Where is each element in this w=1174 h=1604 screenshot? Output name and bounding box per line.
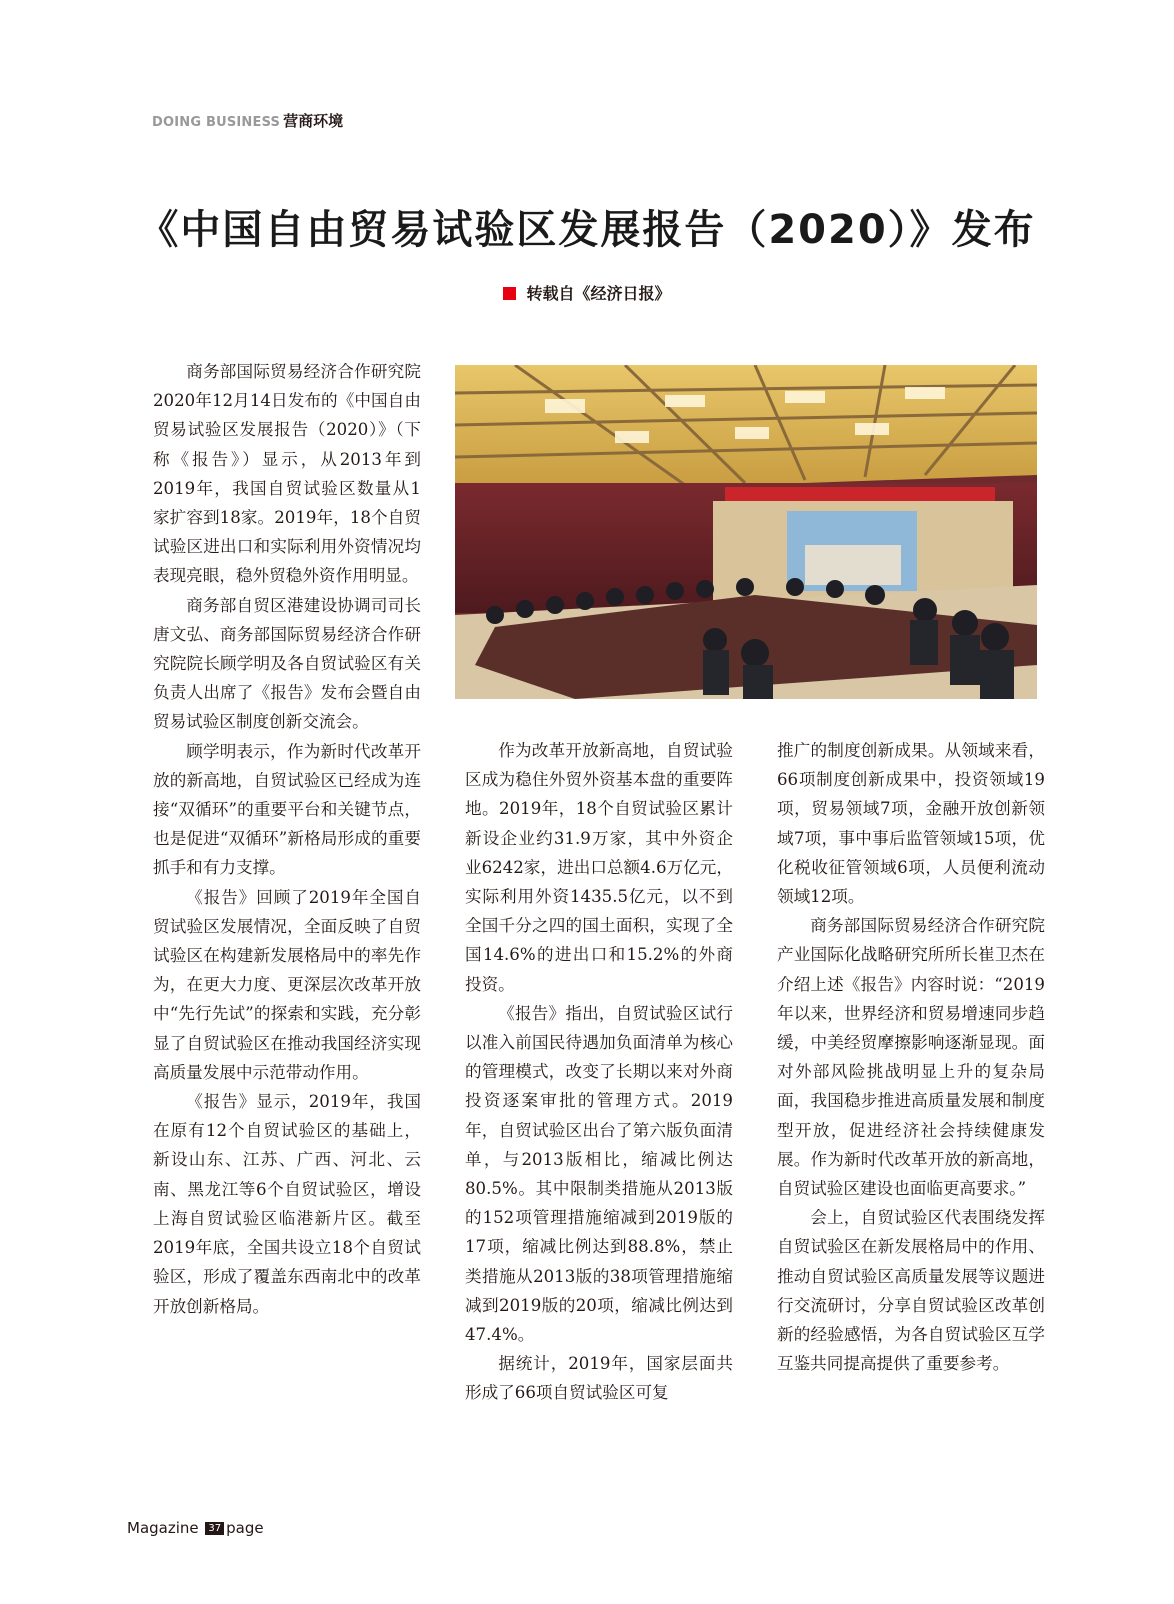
magazine-label: Magazine <box>127 1519 199 1537</box>
paragraph: 商务部自贸区港建设协调司司长唐文弘、商务部国际贸易经济合作研究院院长顾学明及各自贸试验区有关负责人出席了《报告》发布会暨自由贸易试验区制度创新交流会。 <box>153 595 421 732</box>
paragraph: 商务部国际贸易经济合作研究院产业国际化战略研究所所长崔卫杰在介绍上述《报告》内容时说：“2019年以来，世界经济和贸易增速同步趋缓，中美经贸摩擦影响逐渐显现。面对外部风险挑战明显上升的复杂局面，我国稳步推进高质量发展和制度型开放，促进经济社会持续健康发展。作为新时代改革开放的新高地，自贸试验区建设也面临更高要求。” <box>777 916 1045 1199</box>
article-title: 《中国自由贸易试验区发展报告（2020）》发布 <box>138 207 1036 253</box>
article-source <box>0 281 1174 304</box>
paragraph: 会上，自贸试验区代表围绕发挥自贸试验区在新发展格局中的作用、推动自贸试验区高质量发展等议题进行交流研讨，分享自贸试验区改革创新的经验感悟，为各自贸试验区互学互鉴共同提高提供了重要参考。 <box>777 1208 1045 1374</box>
paragraph: 《报告》指出，自贸试验区试行以准入前国民待遇加负面清单为核心的管理模式，改变了长期以来对外商投资逐案审批的管理方式。2019年，自贸试验区出台了第六版负面清单，与2013版相比，缩减比例达80.5%。其中限制类措施从2013版的152项管理措施缩减到2019版的17项，缩减比例达到88.8%，禁止类措施从2013版的38项管理措施缩减到2019版的20项，缩减比例达到47.4%。 <box>465 1003 733 1345</box>
text-column-1 <box>153 357 421 1321</box>
paragraph: 据统计，2019年，国家层面共形成了66项自贸试验区可复 <box>465 1354 733 1403</box>
page-footer <box>127 1519 264 1537</box>
paragraph: 作为改革开放新高地，自贸试验区成为稳住外贸外资基本盘的重要阵地。2019年，18个自贸试验区累计新设企业约31.9万家，其中外资企业6242家，进出口总额4.6万亿元，实际利用外资1435.5亿元，以不到全国千分之四的国土面积，实现了全国14.6%的进出口和15.2%的外商投资。 <box>465 741 733 994</box>
paragraph: 商务部国际贸易经济合作研究院2020年12月14日发布的《中国自由贸易试验区发展报告（2020）》（下称《报告》）显示，从2013年到2019年，我国自贸试验区数量从1家扩容到18家。2019年，18个自贸试验区进出口和实际利用外资情况均表现亮眼，稳外贸稳外资作用明显。 <box>153 362 421 586</box>
page-word: page <box>226 1519 264 1537</box>
paragraph: 《报告》回顾了2019年全国自贸试验区发展情况，全面反映了自贸试验区在构建新发展格局中的率先作为，在更大力度、更深层次改革开放中“先行先试”的探索和实践，充分彰显了自贸试验区在推动我国经济实现高质量发展中示范带动作用。 <box>153 887 421 1082</box>
page-number: 37 <box>205 1522 224 1535</box>
paragraph: 《报告》显示，2019年，我国在原有12个自贸试验区的基础上，新设山东、江苏、广西、河北、云南、黑龙江等6个自贸试验区，增设上海自贸试验区临港新片区。截至2019年底，全国共设立18个自贸试验区，形成了覆盖东西南北中的改革开放创新格局。 <box>153 1092 421 1316</box>
paragraph: 顾学明表示，作为新时代改革开放的新高地，自贸试验区已经成为连接“双循环”的重要平台和关键节点，也是促进“双循环”新格局形成的重要抓手和有力支撑。 <box>153 741 421 878</box>
text-column-3 <box>777 736 1045 1378</box>
conference-photo <box>455 365 1037 699</box>
paragraph-continued: 推广的制度创新成果。从领域来看，66项制度创新成果中，投资领域19项，贸易领域7项，金融开放创新领域7项，事中事后监管领域15项，优化税收征管领域6项，人员便利流动领域12项。 <box>777 741 1045 907</box>
source-text: 转载自《经济日报》 <box>526 284 671 303</box>
section-label-cn: 营商环境 <box>283 112 344 130</box>
red-square-icon <box>503 287 516 300</box>
section-header <box>152 110 343 131</box>
text-column-2 <box>465 736 733 1408</box>
section-label-en: DOING BUSINESS <box>152 115 281 130</box>
